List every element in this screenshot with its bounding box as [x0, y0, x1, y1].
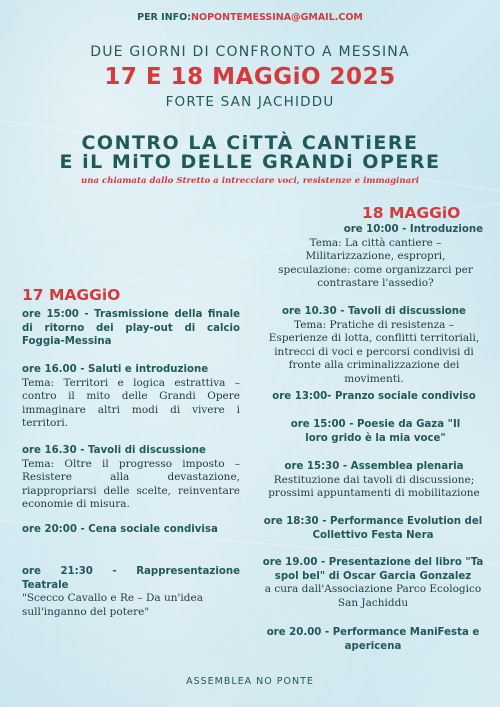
- day18-item-5: [263, 460, 485, 501]
- item-heading: ore 20:00 - Cena sociale condivisa: [22, 524, 218, 535]
- info-label: PER INFO:: [137, 12, 192, 23]
- item-heading: ore 10.30 - Tavoli di discussione: [282, 306, 466, 317]
- day18-item-1: [268, 223, 483, 291]
- day17-item-5: [22, 565, 240, 619]
- day17-item-4: [22, 523, 240, 537]
- item-body: Tema: Territori e logica estrattiva – contro il mito delle Grandi Opere immaginare altri modi di vivere i territori.: [22, 376, 240, 429]
- day18-item-6: [258, 515, 488, 542]
- day18-item-2: [263, 305, 485, 386]
- item-heading: ore 21:30 - Rappresentazione Teatrale: [22, 566, 240, 591]
- item-body: Tema: Pratiche di resistenza – Esperienze di lotta, conflitti territoriali, intrecci di voci e percorsi condivisi di fronte alla criminalizzazione dei movimenti.: [268, 318, 480, 385]
- day17-item-1: [22, 308, 240, 349]
- item-heading: ore 10:00 - Introduzione: [343, 224, 483, 235]
- title-line1: CONTRO LA CiTTÀ CANTiERE: [81, 132, 419, 154]
- info-line: [0, 12, 500, 23]
- item-body: Tema: La città cantiere – Militarizzazione, espropri, speculazione: come organizzarci per contrastare l'assedio?: [278, 236, 473, 289]
- day17-item-2: [22, 363, 240, 431]
- header-venue: FORTE SAN JACHIDDU: [165, 94, 335, 110]
- footer: ASSEMBLEA NO PONTE: [186, 676, 314, 687]
- item-heading: ore 15:30 - Assemblea plenaria: [284, 461, 464, 472]
- item-heading: ore 19.00 - Presentazione del libro "Ta spol bel" di Oscar Garcia Gonzalez: [262, 557, 484, 582]
- item-body: Restituzione dai tavoli di discussione; prossimi appuntamenti di mobilitazione: [268, 473, 480, 499]
- item-heading: ore 13:00- Pranzo sociale condiviso: [272, 391, 476, 402]
- day17-item-3: [22, 444, 240, 512]
- item-heading: ore 16.30 - Tavoli di discussione: [22, 445, 206, 456]
- day18-item-4: [283, 418, 468, 445]
- subtitle: una chiamata dallo Stretto a intrecciare voci, resistenze e immaginari: [80, 176, 420, 186]
- item-heading: ore 20.00 - Performance ManiFesta e apericena: [266, 627, 480, 652]
- title-line2: E iL MiTO DELLE GRANDi OPERE: [59, 151, 441, 173]
- header-line1: DUE GIORNI DI CONFRONTO A MESSINA: [90, 44, 410, 60]
- header-dates: 17 E 18 MAGGiO 2025: [104, 64, 396, 90]
- item-heading: ore 18:30 - Performance Evolution del Collettivo Festa Nera: [263, 516, 483, 541]
- item-heading: ore 16.00 - Saluti e introduzione: [22, 364, 209, 375]
- day17-title: 17 MAGGiO: [22, 286, 121, 304]
- day18-title: 18 MAGGiO: [362, 204, 461, 222]
- day18-item-7: [258, 556, 488, 610]
- item-body: Tema: Oltre il progresso imposto – Resistere alla devastazione, riappropriarsi delle scelte, reinventare economie di misura.: [22, 457, 240, 510]
- item-body: a cura dall'Associazione Parco Ecologico San Jachiddu: [264, 583, 482, 609]
- item-heading: ore 15:00 - Trasmissione della finale di ritorno dei play-out di calcio Foggia-Messina: [22, 309, 240, 347]
- info-email[interactable]: NOPONTEMESSINA@GMAIL.COM: [191, 12, 363, 23]
- day18-item-3: [263, 390, 485, 404]
- item-heading: ore 15:00 - Poesie da Gaza "Il loro grido è la mia voce": [290, 419, 461, 444]
- item-body: "Scecco Cavallo e Re – Da un'idea sull'inganno del potere": [22, 592, 203, 618]
- day18-item-8: [258, 626, 488, 653]
